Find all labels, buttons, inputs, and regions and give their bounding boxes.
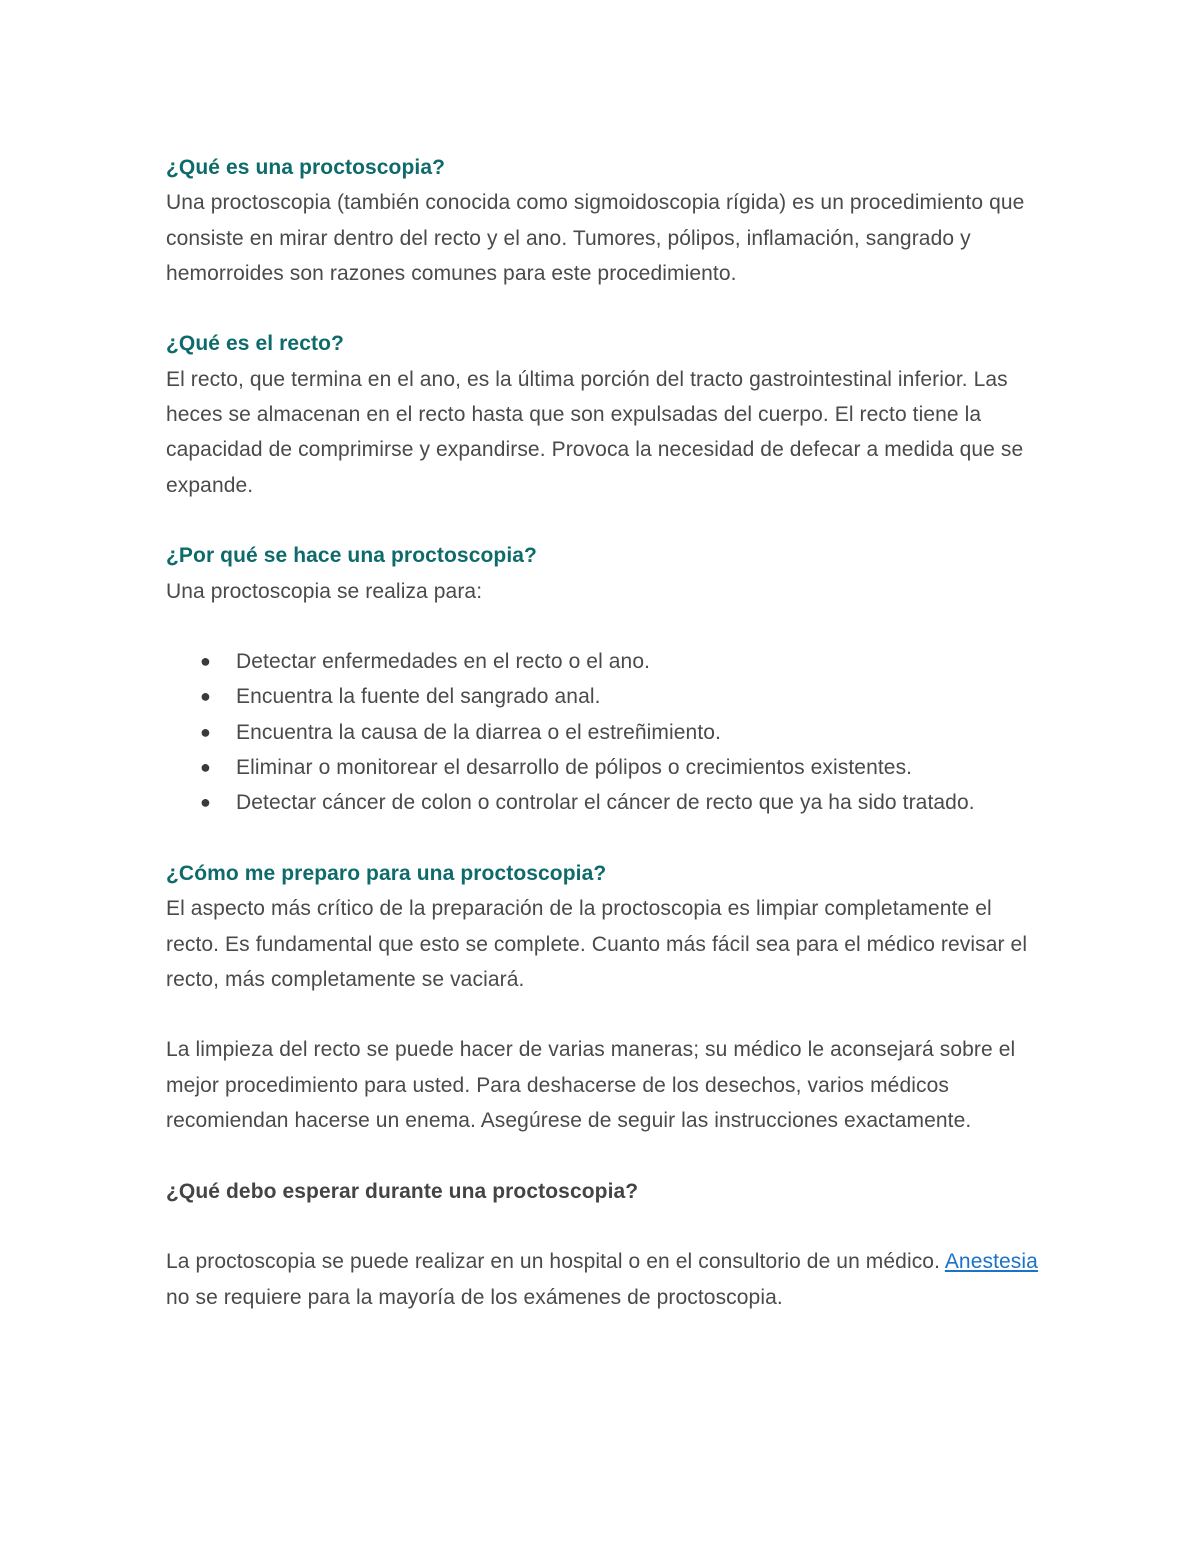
- section-heading-what-to-expect: ¿Qué debo esperar durante una proctoscopia?: [166, 1179, 639, 1203]
- spacer: [166, 1138, 1046, 1173]
- list-item: [166, 785, 1046, 820]
- section-heading-what-is-proctoscopy: ¿Qué es una proctoscopia?: [166, 156, 446, 179]
- document-page: [166, 150, 1046, 1315]
- section-heading-how-prepare: ¿Cómo me preparo para una proctoscopia?: [166, 861, 607, 885]
- list-item: [166, 715, 1046, 750]
- paragraph-why-proctoscopy-intro: Una proctoscopia se realiza para:: [166, 579, 483, 603]
- list-item: [166, 750, 1046, 785]
- paragraph-rectum-cleaning: La limpieza del recto se puede hacer de varias maneras; su médico le aconsejará sobre el mejor procedimiento para usted. Para deshacerse de los desechos, varios médicos recomiendan hacerse un enema. Asegúrese de seguir las instrucciones exactamente.: [166, 1038, 1016, 1133]
- bullet-icon: ●: [200, 651, 211, 672]
- spacer: [166, 291, 1046, 326]
- bullet-icon: ●: [200, 686, 211, 707]
- paragraph-what-to-expect: [166, 1244, 1046, 1315]
- bullet-icon: ●: [200, 757, 211, 778]
- spacer: [166, 1209, 1046, 1244]
- list-item-text: Encuentra la fuente del sangrado anal.: [236, 685, 601, 709]
- paragraph-what-is-rectum: El recto, que termina en el ano, es la última porción del tracto gastrointestinal inferior. Las heces se almacenan en el recto hasta que son expulsadas del cuerpo. El recto tiene la capacidad de comprimirse y expandirse. Provoca la necesidad de defecar a medida que se expande.: [166, 367, 1024, 497]
- reasons-list: [166, 644, 1046, 820]
- spacer: [166, 997, 1046, 1032]
- list-item: [166, 679, 1046, 714]
- bullet-icon: ●: [200, 792, 211, 813]
- bullet-icon: ●: [200, 721, 211, 742]
- section-heading-what-is-rectum: ¿Qué es el recto?: [166, 332, 344, 356]
- anesthesia-link[interactable]: Anestesia: [944, 1250, 1038, 1274]
- list-item: [166, 644, 1046, 679]
- paragraph-how-prepare: El aspecto más crítico de la preparación de la proctoscopia es limpiar completamente el recto. Es fundamental que esto se complete. Cuanto más fácil sea para el médico revisar el recto, más completamente se vaciará.: [166, 897, 1028, 991]
- list-item-text: Detectar cáncer de colon o controlar el cáncer de recto que ya ha sido tratado.: [236, 791, 975, 815]
- spacer: [166, 503, 1046, 538]
- list-item-text: Detectar enfermedades en el recto o el ano.: [236, 650, 651, 674]
- section-heading-why-proctoscopy: ¿Por qué se hace una proctoscopia?: [166, 544, 537, 568]
- paragraph-text: La proctoscopia se puede realizar en un hospital o en el consultorio de un médico.: [166, 1250, 945, 1274]
- spacer: [166, 821, 1046, 856]
- paragraph-text: no se requiere para la mayoría de los exámenes de proctoscopia.: [166, 1285, 783, 1309]
- list-item-text: Eliminar o monitorear el desarrollo de pólipos o crecimientos existentes.: [236, 756, 913, 780]
- list-item-text: Encuentra la causa de la diarrea o el estreñimiento.: [236, 720, 721, 744]
- paragraph-what-is-proctoscopy: Una proctoscopia (también conocida como sigmoidoscopia rígida) es un procedimiento que consiste en mirar dentro del recto y el ano. Tumores, pólipos, inflamación, sangrado y hemorroides son razones comunes para este procedimiento.: [166, 191, 1025, 285]
- spacer: [166, 609, 1046, 644]
